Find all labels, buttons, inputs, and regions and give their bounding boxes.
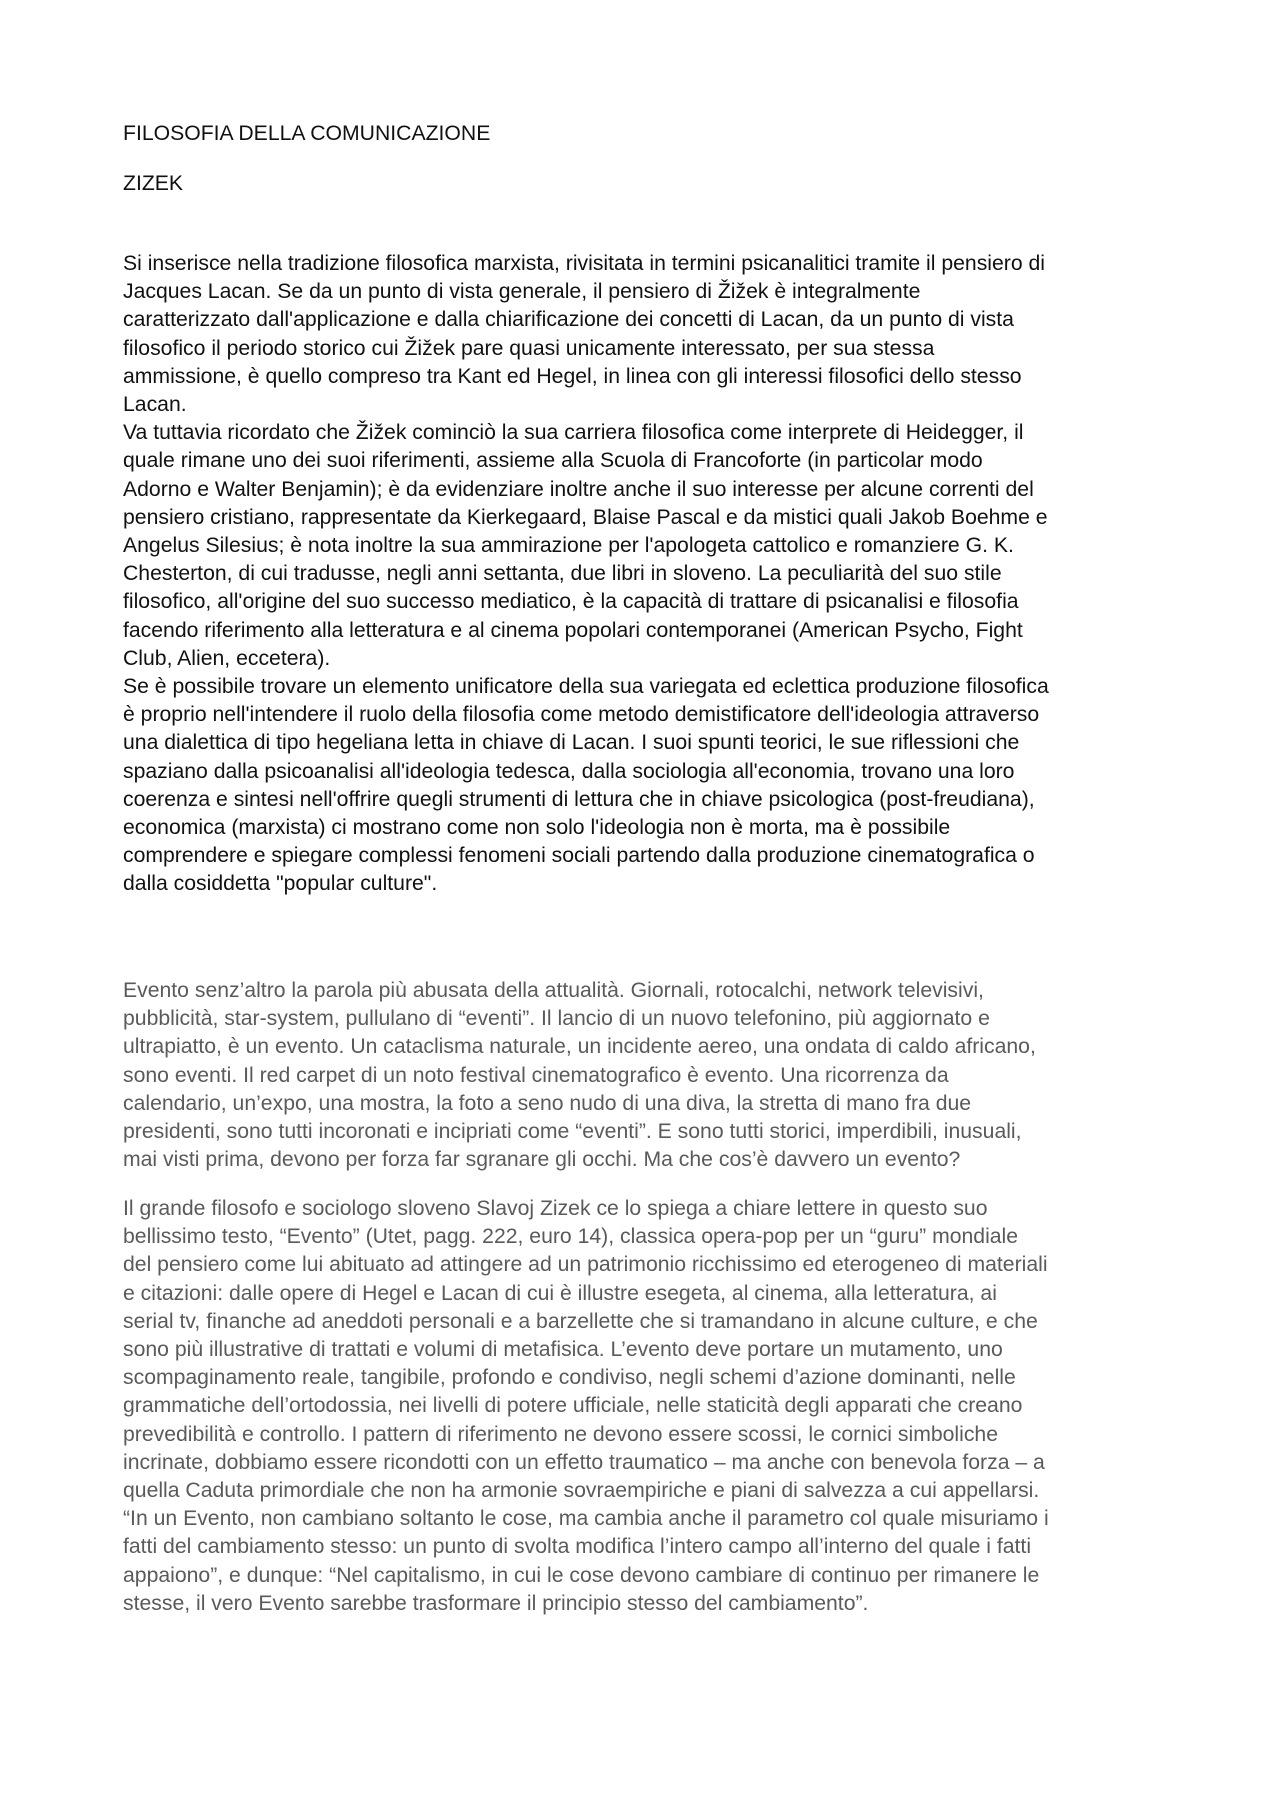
text-line: Il grande filosofo e sociologo sloveno Slavoj Zizek ce lo spiega a chiare lettere in questo suo: [123, 1197, 988, 1220]
text-line: pensiero cristiano, rappresentate da Kierkegaard, Blaise Pascal e da mistici quali Jakob Boehme e: [123, 505, 1048, 529]
article-paragraph-2: [123, 1195, 1163, 1618]
text-line: facendo riferimento alla letteratura e al cinema popolari contemporanei (American Psycho, Fight: [123, 618, 1023, 642]
text-line: ultrapiatto, è un evento. Un cataclisma naturale, un incidente aereo, una ondata di caldo africano,: [123, 1035, 1036, 1059]
text-line: una dialettica di tipo hegeliana letta in chiave di Lacan. I suoi spunti teorici, le sue riflessioni che: [123, 731, 1020, 755]
document-title: FILOSOFIA DELLA COMUNICAZIONE: [123, 122, 491, 145]
text-line: serial tv, finanche ad aneddoti personali e a barzellette che si tramandano in alcune culture, e che: [123, 1309, 1038, 1333]
text-line: stesse, il vero Evento sarebbe trasformare il principio stesso del cambiamento”.: [123, 1591, 869, 1615]
text-line: Adorno e Walter Benjamin); è da evidenziare inoltre anche il suo interesse per alcune correnti del: [123, 477, 1034, 501]
text-line: filosofico, all'origine del suo successo mediatico, è la capacità di trattare di psicanalisi e filosofia: [123, 590, 1019, 614]
text-line: Si inserisce nella tradizione filosofica marxista, rivisitata in termini psicanalitici tramite il pensiero di: [123, 252, 1046, 275]
article-paragraph-1: [123, 977, 1163, 1174]
text-line: grammatiche dell’ortodossia, nei livelli di potere ufficiale, nelle staticità degli apparati che creano: [123, 1394, 1023, 1418]
text-line: sono più illustrative di trattati e volumi di metafisica. L’evento deve portare un mutamento, uno: [123, 1338, 1003, 1362]
text-line: comprendere e spiegare complessi fenomeni sociali partendo dalla produzione cinematografica o: [123, 844, 1035, 868]
text-line: “In un Evento, non cambiano soltanto le cose, ma cambia anche il parametro col quale misuriamo i: [123, 1507, 1049, 1531]
text-line: dalla cosiddetta "popular culture".: [123, 872, 438, 896]
text-line: coerenza e sintesi nell'offrire quegli strumenti di lettura che in chiave psicologica (post-freudiana),: [123, 787, 1035, 811]
text-line: bellissimo testo, “Evento” (Utet, pagg. 222, euro 14), classica opera-pop per un “guru” mondiale: [123, 1225, 1019, 1249]
document-subtitle: ZIZEK: [123, 172, 184, 195]
text-line: incrinate, dobbiamo essere ricondotti con un effetto traumatico – ma anche con benevola forza – a: [123, 1450, 1045, 1474]
text-line: quella Caduta primordiale che non ha armonie sovraempiriche e piani di salvezza a cui appellarsi.: [123, 1479, 1040, 1503]
text-line: Club, Alien, eccetera).: [123, 646, 331, 670]
text-line: presidenti, sono tutti incoronati e incipriati come “eventi”. E sono tutti storici, imperdibili, inusuali,: [123, 1120, 1022, 1144]
text-line: Chesterton, di cui tradusse, negli anni settanta, due libri in sloveno. La peculiarità del suo stile: [123, 562, 1002, 586]
text-line: mai visti prima, devono per forza far sgranare gli occhi. Ma che cos’è davvero un evento?: [123, 1148, 961, 1172]
text-line: quale rimane uno dei suoi riferimenti, assieme alla Scuola di Francoforte (in particolar modo: [123, 449, 983, 473]
text-line: è proprio nell'intendere il ruolo della filosofia come metodo demistificatore dell'ideologia attraverso: [123, 703, 1040, 727]
text-line: Se è possibile trovare un elemento unificatore della sua variegata ed eclettica produzione filosofica: [123, 675, 1049, 699]
text-line: spaziano dalla psicoanalisi all'ideologia tedesca, dalla sociologia all'economia, trovano una loro: [123, 759, 1015, 783]
text-line: calendario, un’expo, una mostra, la foto a seno nudo di una diva, la stretta di mano fra due: [123, 1091, 972, 1115]
text-line: appaiono”, e dunque: “Nel capitalismo, in cui le cose devono cambiare di continuo per rimanere le: [123, 1563, 1040, 1587]
text-line: prevedibilità e controllo. I pattern di riferimento ne devono essere scossi, le cornici simboliche: [123, 1422, 998, 1446]
text-line: Lacan.: [123, 393, 187, 417]
text-line: caratterizzato dall'applicazione e dalla chiarificazione dei concetti di Lacan, da un punto di vista: [123, 308, 1014, 332]
text-line: e citazioni: dalle opere di Hegel e Lacan di cui è illustre esegeta, al cinema, alla letteratura, ai: [123, 1281, 997, 1305]
text-line: economica (marxista) ci mostrano come non solo l'ideologia non è morta, ma è possibile: [123, 816, 951, 840]
text-line: filosofico il periodo storico cui Žižek pare quasi unicamente interessato, per sua stessa: [123, 336, 935, 360]
text-line: Jacques Lacan. Se da un punto di vista generale, il pensiero di Žižek è integralmente: [123, 280, 921, 304]
text-line: Evento senz’altro la parola più abusata della attualità. Giornali, rotocalchi, network televisivi,: [123, 979, 984, 1002]
text-line: sono eventi. Il red carpet di un noto festival cinematografico è evento. Una ricorrenza da: [123, 1063, 949, 1087]
text-line: pubblicità, star-system, pullulano di “eventi”. Il lancio di un nuovo telefonino, più aggiornato e: [123, 1007, 990, 1031]
text-line: del pensiero come lui abituato ad attingere ad un patrimonio ricchissimo ed eterogeneo di materiali: [123, 1253, 1048, 1277]
text-line: scompaginamento reale, tangibile, profondo e condiviso, negli schemi d’azione dominanti, nelle: [123, 1366, 1016, 1390]
body-paragraph: [123, 250, 1163, 899]
text-line: Angelus Silesius; è nota inoltre la sua ammirazione per l'apologeta cattolico e romanziere G. K.: [123, 534, 1014, 558]
text-line: ammissione, è quello compreso tra Kant ed Hegel, in linea con gli interessi filosofici dello stesso: [123, 364, 1022, 388]
text-line: Va tuttavia ricordato che Žižek cominciò la sua carriera filosofica come interprete di Heidegger, il: [123, 421, 1024, 445]
text-line: fatti del cambiamento stesso: un punto di svolta modifica l’intero campo all’interno del quale i fatti: [123, 1535, 1032, 1559]
